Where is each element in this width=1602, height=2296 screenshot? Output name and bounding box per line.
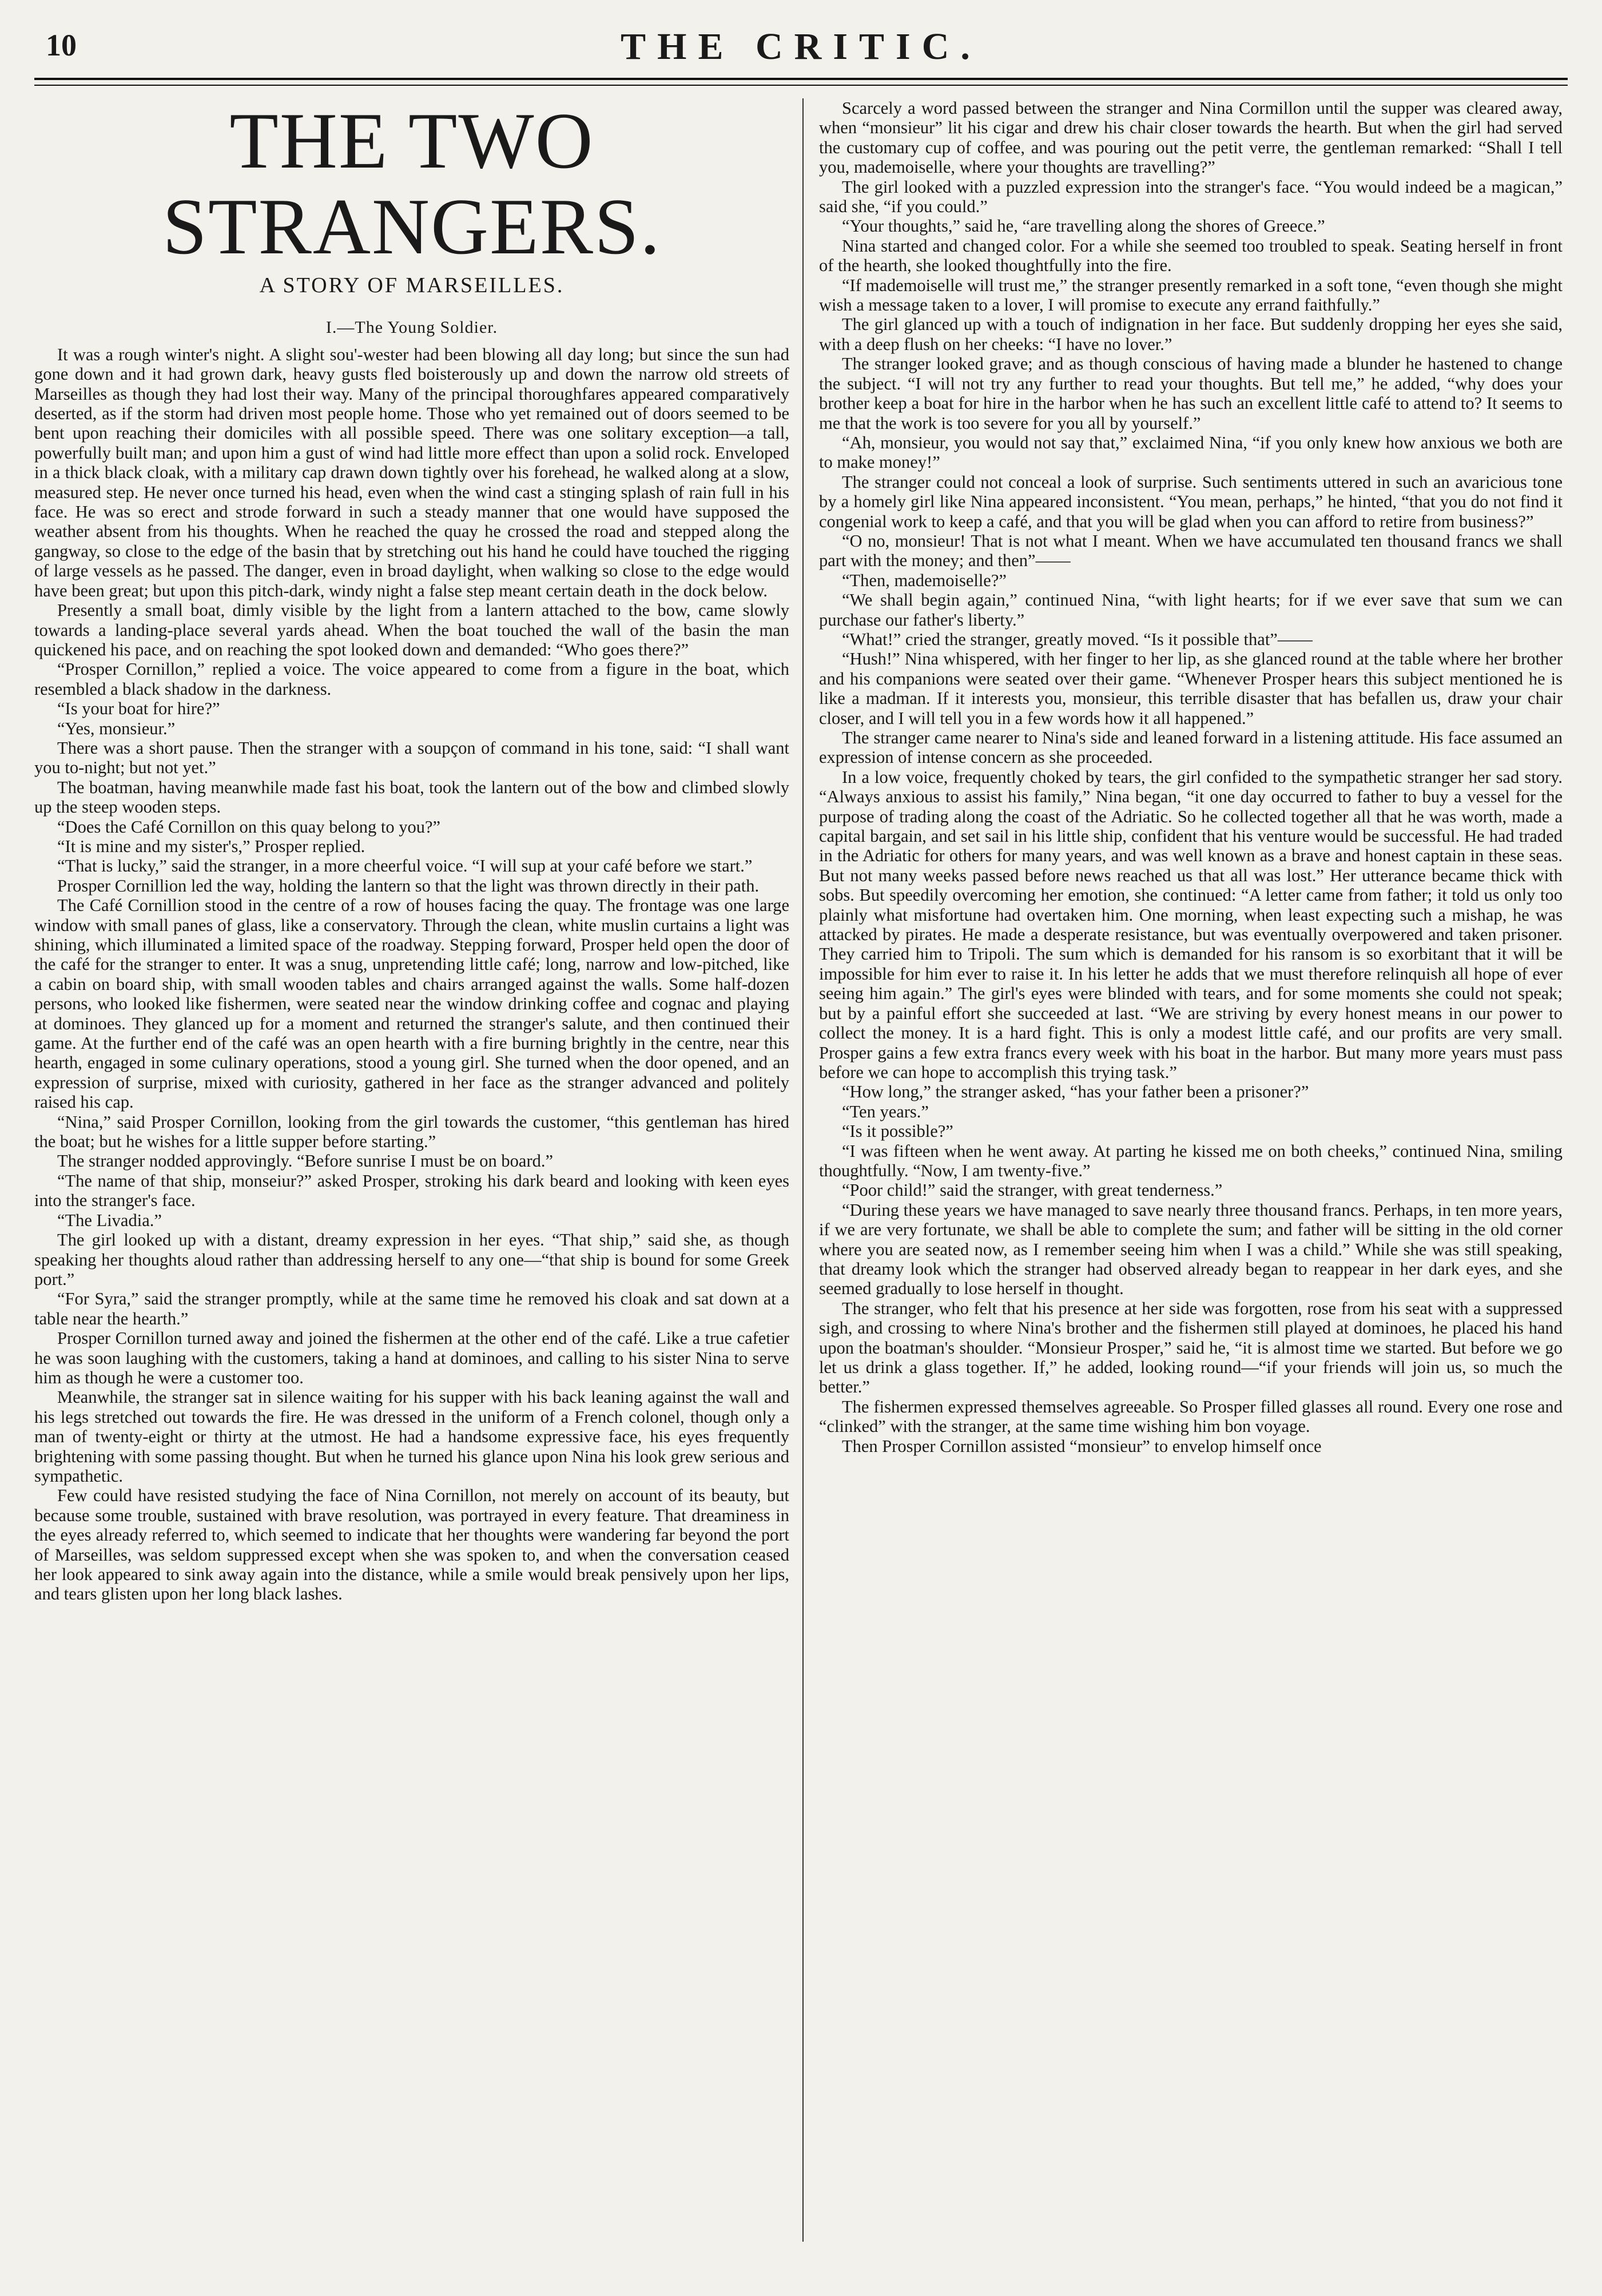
paragraph: “Yes, monsieur.” bbox=[57, 718, 176, 738]
paragraph: Presently a small boat, dimly visible by the light from a lantern attached to the bow, came slowly towards a landing-place several yards ahead. When the boat touched the wall of the basin the man quickened his pace, and on reaching the spot looked down and demanded: “Who goes there?” bbox=[34, 600, 789, 659]
paragraph: The stranger, who felt that his presence at her side was forgotten, rose from his seat with a suppressed sigh, and crossing to where Nina's brother and the fishermen still played at dominoes, he placed his hand upon the boatman's shoulder. “Monsieur Prosper,” said he, “it is almost time we started. But before we go let us drink a glass together. If,” he added, looking round—“if your friends will join us, so much the better.” bbox=[819, 1298, 1563, 1397]
paragraph: The stranger nodded approvingly. “Before sunrise I must be on board.” bbox=[57, 1151, 554, 1171]
section-heading: I.—The Young Soldier. bbox=[325, 318, 498, 337]
page-header bbox=[34, 23, 1568, 80]
header-rule bbox=[34, 78, 1568, 80]
column-divider bbox=[802, 98, 804, 2242]
paragraph: There was a short pause. Then the stranger with a soupçon of command in his tone, said: “I shall want you to-night; but not yet.” bbox=[34, 738, 789, 778]
article-columns bbox=[34, 98, 1568, 2276]
paragraph: “We shall begin again,” continued Nina, “with light hearts; for if we ever save that sum we can purchase our father's liberty.” bbox=[819, 590, 1563, 630]
paragraph: “What!” cried the stranger, greatly moved. “Is it possible that”—— bbox=[842, 629, 1313, 649]
paragraph: “During these years we have managed to save nearly three thousand francs. Perhaps, in ten more years, if we are very fortunate, we shall be able to complete the sum; and father will be sitting in the old corner where you are seated now, as I remember seeing him when I was a child.” While she was still speaking, that dreamy look which the stranger had observed already began to reappear in her dark eyes, and she seemed gradually to lose herself in thought. bbox=[819, 1200, 1563, 1299]
paragraph: “Does the Café Cornillon on this quay belong to you?” bbox=[57, 817, 441, 837]
paragraph: The girl looked with a puzzled expression into the stranger's face. “You would indeed be a magican,” said she, “if you could.” bbox=[819, 177, 1563, 217]
left-column-body bbox=[34, 345, 789, 1604]
paragraph: In a low voice, frequently choked by tears, the girl confided to the sympathetic stranger her sad story. “Always anxious to assist his family,” Nina began, “it one day occurred to father to buy a vessel for the purpose of trading along the coast of the Adriatic. So he collected together all that he was worth, made a capital bargain, and set sail in his little ship, confident that his venture would be successful. He had traded in the Adriatic for others for many years, and was well known as a brave and honest captain in these seas. But not many weeks passed before news reached us that all was lost.” Her utterance became thick with sobs. But speedily overcoming her emotion, she continued: “A letter came from father; it told us only too plainly what misfortune had overtaken him. One morning, when least expecting such a mishap, he was attacked by pirates. He made a desperate resistance, but was eventually overpowered and taken prisoner. They carried him to Tripoli. The sum which is demanded for his ransom is so exorbitant that it will be impossible for him ever to raise it. In his letter he adds that we must therefore relinquish all hope of ever seeing him again.” The girl's eyes were blinded with tears, and for some moments she could not speak; but by a painful effort she succeeded at last. “We are striving by every honest means in our power to collect the money. It is a hard fight. This is only a modest little café, and our profits are very small. Prosper gains a few extra francs every week with his boat in the harbor. But many more years must pass before we can hope to accomplish this trying task.” bbox=[819, 767, 1563, 1082]
paragraph: Meanwhile, the stranger sat in silence waiting for his supper with his back leaning against the wall and his legs stretched out towards the fire. He was dressed in the uniform of a French colonel, though only a man of twenty-eight or thirty at the utmost. He had a handsome expressive face, his eyes frequently brightening with some passing thought. But when he turned his glance upon Nina his look grew serious and sympathetic. bbox=[34, 1387, 789, 1486]
paragraph: “Your thoughts,” said he, “are travelling along the shores of Greece.” bbox=[842, 216, 1325, 236]
paragraph: “Ten years.” bbox=[842, 1101, 929, 1121]
paragraph: The stranger could not conceal a look of surprise. Such sentiments uttered in such an avaricious tone by a homely girl like Nina appeared inconsistent. “You mean, perhaps,” he hinted, “that you do not find it congenial work to keep a café, and that you will be glad when you can afford to retire from business?” bbox=[819, 472, 1563, 531]
paragraph: “Nina,” said Prosper Cornillon, looking from the girl towards the customer, “this gentleman has hired the boat; but he wishes for a little supper before starting.” bbox=[34, 1112, 789, 1152]
page-number: 10 bbox=[46, 28, 77, 62]
newspaper-page bbox=[34, 23, 1568, 2276]
paragraph: The fishermen expressed themselves agreeable. So Prosper filled glasses all round. Every one rose and “clinked” with the stranger, at the same time wishing him bon voyage. bbox=[819, 1396, 1563, 1437]
left-column bbox=[34, 98, 789, 2276]
paragraph: “Hush!” Nina whispered, with her finger to her lip, as she glanced round at the table where her brother and his companions were seated over their game. “Whenever Prosper hears this subject mentioned he is like a madman. If it interests you, monsieur, this terrible disaster that has befallen us, draw your chair closer, and I will tell you in a few words how it all happened.” bbox=[819, 649, 1563, 728]
paragraph: “Then, mademoiselle?” bbox=[842, 570, 1007, 590]
paragraph: The stranger came nearer to Nina's side and leaned forward in a listening attitude. His face assumed an expression of intense concern as she proceeded. bbox=[819, 728, 1563, 767]
paragraph: Nina started and changed color. For a while she seemed too troubled to speak. Seating herself in front of the hearth, she looked thoughtfully into the fire. bbox=[819, 236, 1563, 276]
paragraph: “The Livadia.” bbox=[57, 1210, 162, 1230]
paragraph: The boatman, having meanwhile made fast his boat, took the lantern out of the bow and climbed slowly up the steep wooden steps. bbox=[34, 777, 789, 817]
paragraph: The girl glanced up with a touch of indignation in her face. But suddenly dropping her eyes she said, with a deep flush on her cheeks: “I have no lover.” bbox=[819, 315, 1563, 354]
paragraph: Prosper Cornillon turned away and joined the fishermen at the other end of the café. Like a true cafetier he was soon laughing with the customers, taking a hand at dominoes, and calling to his sister Nina to serve him as though he were a customer too. bbox=[34, 1328, 789, 1387]
right-column bbox=[819, 98, 1563, 2276]
right-column-body bbox=[819, 98, 1563, 1456]
header-rule-thin bbox=[34, 85, 1568, 86]
paragraph: It was a rough winter's night. A slight sou'-wester had been blowing all day long; but since the sun had gone down and it had grown dark, heavy gusts fled boisterously up and down the narrow old streets of Marseilles as though they had lost their way. Many of the principal thoroughfares appeared comparatively deserted, as if the storm had driven most people home. Those who yet remained out of doors seemed to be bent upon reaching their domiciles with all possible speed. There was one solitary exception—a tall, powerfully built man; and upon him a gust of wind had little more effect than upon a solid rock. Enveloped in a thick black cloak, with a military cap drawn down tightly over his forehead, he walked along at a slow, measured step. He never once turned his head, even when the wind cast a stinging splash of rain full in his face. He was so erect and strode forward in such a steady manner that one would have supposed the weather absent from his thoughts. When he reached the quay he crossed the road and stepped along the gangway, so close to the edge of the basin that by stretching out his hand he could have touched the rigging of large vessels as he passed. The danger, even in broad daylight, when walking so close to the edge would have been great; but upon this pitch-dark, windy night a false step meant certain death in the dock below. bbox=[34, 344, 789, 600]
paragraph: “Prosper Cornillon,” replied a voice. The voice appeared to come from a figure in the boat, which resembled a black shadow in the darkness. bbox=[34, 659, 789, 699]
paragraph: “If mademoiselle will trust me,” the stranger presently remarked in a soft tone, “even though she might wish a message taken to a lover, I will promise to execute any errand faithfully.” bbox=[819, 275, 1563, 315]
article-subtitle: A STORY OF MARSEILLES. bbox=[259, 273, 565, 297]
paragraph: “Ah, monsieur, you would not say that,” exclaimed Nina, “if you only knew how anxious we both are to make money!” bbox=[819, 432, 1563, 472]
paragraph: “Is your boat for hire?” bbox=[57, 699, 220, 719]
paragraph: “O no, monsieur! That is not what I meant. When we have accumulated ten thousand francs we shall part with the money; and then”—— bbox=[819, 531, 1563, 571]
paragraph: Prosper Cornillion led the way, holding the lantern so that the light was thrown directly in their path. bbox=[57, 876, 760, 896]
paragraph: “Is it possible?” bbox=[842, 1121, 953, 1141]
paragraph: Scarcely a word passed between the stranger and Nina Cormillon until the supper was cleared away, when “monsieur” lit his cigar and drew his chair closer towards the hearth. But when the girl had served the customary cup of coffee, and was pouring out the petit verre, the gentleman remarked: “Shall I tell you, mademoiselle, where your thoughts are travelling?” bbox=[819, 98, 1563, 177]
paragraph: “I was fifteen when he went away. At parting he kissed me on both cheeks,” continued Nina, smiling thoughtfully. “Now, I am twenty-five.” bbox=[819, 1141, 1563, 1180]
journal-title: THE CRITIC. bbox=[621, 26, 981, 67]
paragraph: Then Prosper Cornillon assisted “monsieur” to envelop himself once bbox=[842, 1436, 1322, 1456]
paragraph: “For Syra,” said the stranger promptly, while at the same time he removed his cloak and sat down at a table near the hearth.” bbox=[34, 1289, 789, 1328]
paragraph: “How long,” the stranger asked, “has your father been a prisoner?” bbox=[842, 1082, 1309, 1102]
paragraph: “It is mine and my sister's,” Prosper replied. bbox=[57, 836, 365, 856]
paragraph: “That is lucky,” said the stranger, in a more cheerful voice. “I will sup at your café before we start.” bbox=[57, 856, 753, 876]
article-title: THE TWO STRANGERS. bbox=[162, 98, 661, 271]
paragraph: The girl looked up with a distant, dreamy expression in her eyes. “That ship,” said she, as though speaking her thoughts aloud rather than addressing herself to any one—“that ship is bound for some Greek port.” bbox=[34, 1230, 789, 1289]
paragraph: Few could have resisted studying the face of Nina Cornillon, not merely on account of its beauty, but because some trouble, sustained with brave resolution, was portrayed in every feature. That dreaminess in the eyes already referred to, which seemed to indicate that her thoughts were wandering far beyond the port of Marseilles, was seldom suppressed except when she was spoken to, and when the conversation ceased her look appeared to sink away again into the distance, while a smile would break pensively upon her lips, and tears glisten upon her long black lashes. bbox=[34, 1486, 789, 1604]
paragraph: The stranger looked grave; and as though conscious of having made a blunder he hastened to change the subject. “I will not try any further to read your thoughts. But tell me,” he added, “why does your brother keep a boat for hire in the harbor when he has such an excellent little café to attend to? It seems to me that the work is too severe for you all by yourself.” bbox=[819, 354, 1563, 433]
paragraph: The Café Cornillion stood in the centre of a row of houses facing the quay. The frontage was one large window with small panes of glass, like a conservatory. Through the clean, white muslin curtains a light was shining, which illuminated a limited space of the roadway. Stepping forward, Prosper held open the door of the café for the stranger to enter. It was a snug, unpretending little café; long, narrow and low-pitched, like a cabin on board ship, with small wooden tables and chairs arranged against the walls. Some half-dozen persons, who looked like fishermen, were seated near the window drinking coffee and cognac and playing at dominoes. They glanced up for a moment and returned the stranger's salute, and then continued their game. At the further end of the café was an open hearth with a fire burning brightly in the centre, near this hearth, engaged in some culinary operations, stood a young girl. She turned when the door opened, and an expression of surprise, mixed with curiosity, gathered in her face as the stranger advanced and politely raised his cap. bbox=[34, 896, 789, 1112]
paragraph: “Poor child!” said the stranger, with great tenderness.” bbox=[842, 1180, 1223, 1200]
paragraph: “The name of that ship, monseiur?” asked Prosper, stroking his dark beard and looking with keen eyes into the stranger's face. bbox=[34, 1171, 789, 1211]
